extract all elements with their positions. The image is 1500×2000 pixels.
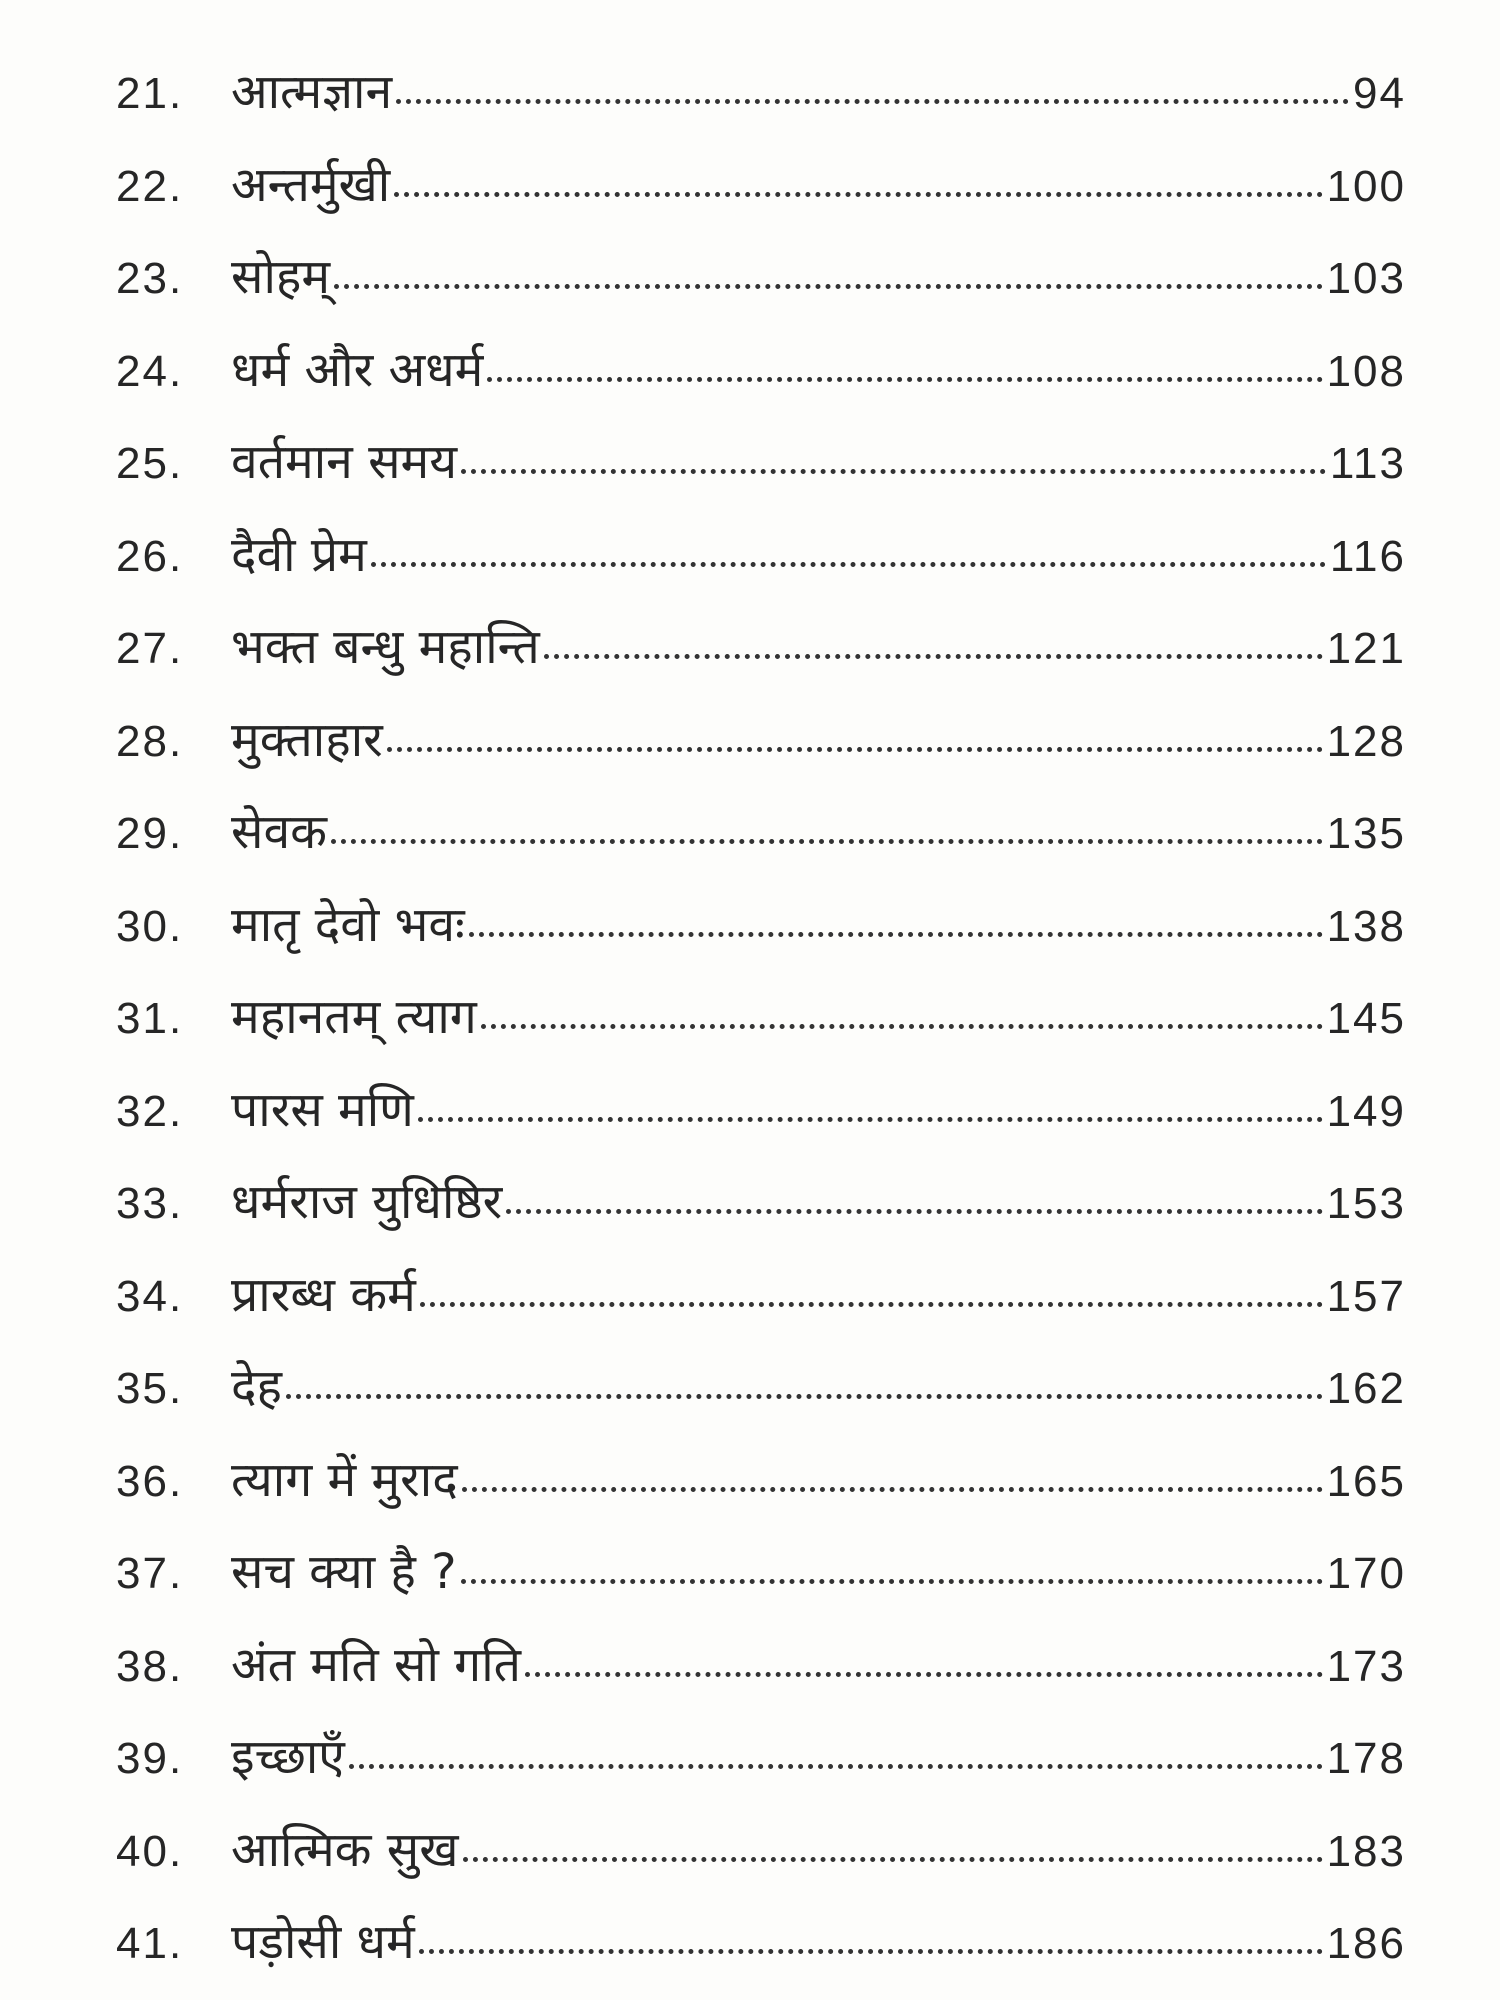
page-number: 113	[1329, 439, 1406, 488]
page-number: 186	[1326, 1919, 1406, 1968]
chapter-number: 41.	[116, 1919, 184, 1968]
toc-entry	[116, 706, 1406, 799]
page-number: 162	[1326, 1364, 1406, 1413]
chapter-number: 25.	[116, 439, 184, 488]
dot-leader	[387, 747, 1323, 752]
chapter-number: 29.	[116, 809, 184, 858]
chapter-number: 31.	[116, 994, 184, 1043]
dot-leader	[487, 377, 1322, 382]
toc-entry	[116, 1816, 1406, 1909]
toc-entry	[116, 1631, 1406, 1724]
toc-entry	[116, 1538, 1406, 1631]
page-number: 183	[1326, 1826, 1406, 1876]
page-number: 173	[1326, 1641, 1406, 1691]
toc-entry	[116, 336, 1406, 429]
chapter-number: 34.	[116, 1271, 184, 1321]
toc-entry	[116, 983, 1406, 1076]
page-number: 135	[1326, 809, 1406, 858]
chapter-number: 22.	[116, 161, 184, 211]
toc-entry	[116, 58, 1406, 151]
page-number: 128	[1326, 716, 1406, 766]
page-number: 94	[1353, 69, 1406, 118]
page-number: 165	[1326, 1456, 1406, 1506]
dot-leader	[371, 562, 1326, 567]
toc-entry	[116, 428, 1406, 521]
chapter-title: पारस मणि	[231, 1081, 414, 1138]
chapter-title: इच्छाएँ	[231, 1729, 345, 1785]
chapter-title: आत्मिक सुख	[231, 1821, 459, 1878]
chapter-number: 27.	[116, 624, 184, 673]
toc-entry	[116, 521, 1406, 614]
page-number: 170	[1326, 1549, 1406, 1598]
dot-leader	[461, 469, 1326, 474]
chapter-title: वर्तमान समय	[231, 434, 458, 490]
dot-leader	[331, 839, 1323, 844]
chapter-title: मातृ देवो भवः	[231, 896, 465, 953]
dot-leader	[419, 1949, 1323, 1954]
dot-leader	[349, 1764, 1323, 1769]
toc-entry	[116, 1076, 1406, 1169]
toc-entry	[116, 243, 1406, 336]
chapter-number: 28.	[116, 716, 184, 766]
dot-leader	[544, 654, 1323, 659]
chapter-title: धर्म और अधर्म	[231, 341, 484, 398]
chapter-title: आत्मज्ञान	[231, 64, 393, 120]
page-number: 103	[1326, 254, 1406, 303]
dot-leader	[525, 1672, 1323, 1677]
toc-entry	[116, 613, 1406, 706]
page-number: 100	[1326, 161, 1406, 211]
dot-leader	[481, 1024, 1323, 1029]
chapter-number: 33.	[116, 1179, 184, 1228]
dot-leader	[418, 1117, 1323, 1122]
dot-leader	[506, 1209, 1322, 1214]
dot-leader	[334, 284, 1323, 289]
chapter-number: 38.	[116, 1641, 184, 1691]
page-number: 145	[1326, 994, 1406, 1043]
toc-entry	[116, 891, 1406, 984]
dot-leader	[462, 1487, 1323, 1492]
dot-leader	[396, 99, 1349, 104]
chapter-number: 37.	[116, 1549, 184, 1598]
toc-entry	[116, 798, 1406, 891]
toc-entry	[116, 1908, 1406, 2000]
dot-leader	[469, 932, 1323, 937]
chapter-number: 26.	[116, 531, 184, 581]
dot-leader	[420, 1302, 1323, 1307]
chapter-title: अन्तर्मुखी	[231, 156, 391, 213]
dot-leader	[286, 1394, 1323, 1399]
chapter-title: भक्त बन्धु महान्ति	[231, 619, 540, 675]
page-number: 108	[1326, 346, 1406, 396]
chapter-title: सोहम्	[231, 249, 331, 305]
chapter-title: सेवक	[231, 804, 328, 860]
page-number: 178	[1326, 1734, 1406, 1783]
toc-entry	[116, 1446, 1406, 1539]
toc-entry	[116, 1168, 1406, 1261]
chapter-title: देह	[231, 1359, 282, 1415]
chapter-number: 36.	[116, 1456, 184, 1506]
chapter-title: पड़ोसी धर्म	[231, 1914, 415, 1970]
chapter-title: मुक्ताहार	[231, 711, 383, 768]
dot-leader	[463, 1857, 1323, 1862]
chapter-title: सच क्या है ?	[231, 1544, 457, 1600]
toc-entry	[116, 1261, 1406, 1354]
page-number: 138	[1326, 901, 1406, 951]
chapter-number: 23.	[116, 254, 184, 303]
page-number: 157	[1326, 1271, 1406, 1321]
page-number: 153	[1326, 1179, 1406, 1228]
dot-leader	[461, 1579, 1323, 1584]
chapter-title: अंत मति सो गति	[231, 1636, 521, 1693]
page-number: 116	[1329, 531, 1406, 581]
chapter-title: महानतम् त्याग	[231, 989, 477, 1045]
chapter-number: 30.	[116, 901, 184, 951]
chapter-number: 21.	[116, 69, 184, 118]
chapter-title: धर्मराज युधिष्ठिर	[231, 1174, 503, 1230]
chapter-number: 35.	[116, 1364, 184, 1413]
toc-entry	[116, 1723, 1406, 1816]
chapter-title: त्याग में मुराद	[231, 1451, 458, 1508]
page-number: 149	[1326, 1086, 1406, 1136]
chapter-title: दैवी प्रेम	[231, 526, 367, 583]
toc-entry	[116, 1353, 1406, 1446]
dot-leader	[394, 192, 1322, 197]
chapter-number: 32.	[116, 1086, 184, 1136]
chapter-number: 24.	[116, 346, 184, 396]
chapter-title: प्रारब्ध कर्म	[231, 1266, 416, 1323]
chapter-number: 39.	[116, 1734, 184, 1783]
toc-entry	[116, 151, 1406, 244]
page-number: 121	[1326, 624, 1406, 673]
table-of-contents	[116, 58, 1406, 2000]
chapter-number: 40.	[116, 1826, 184, 1876]
